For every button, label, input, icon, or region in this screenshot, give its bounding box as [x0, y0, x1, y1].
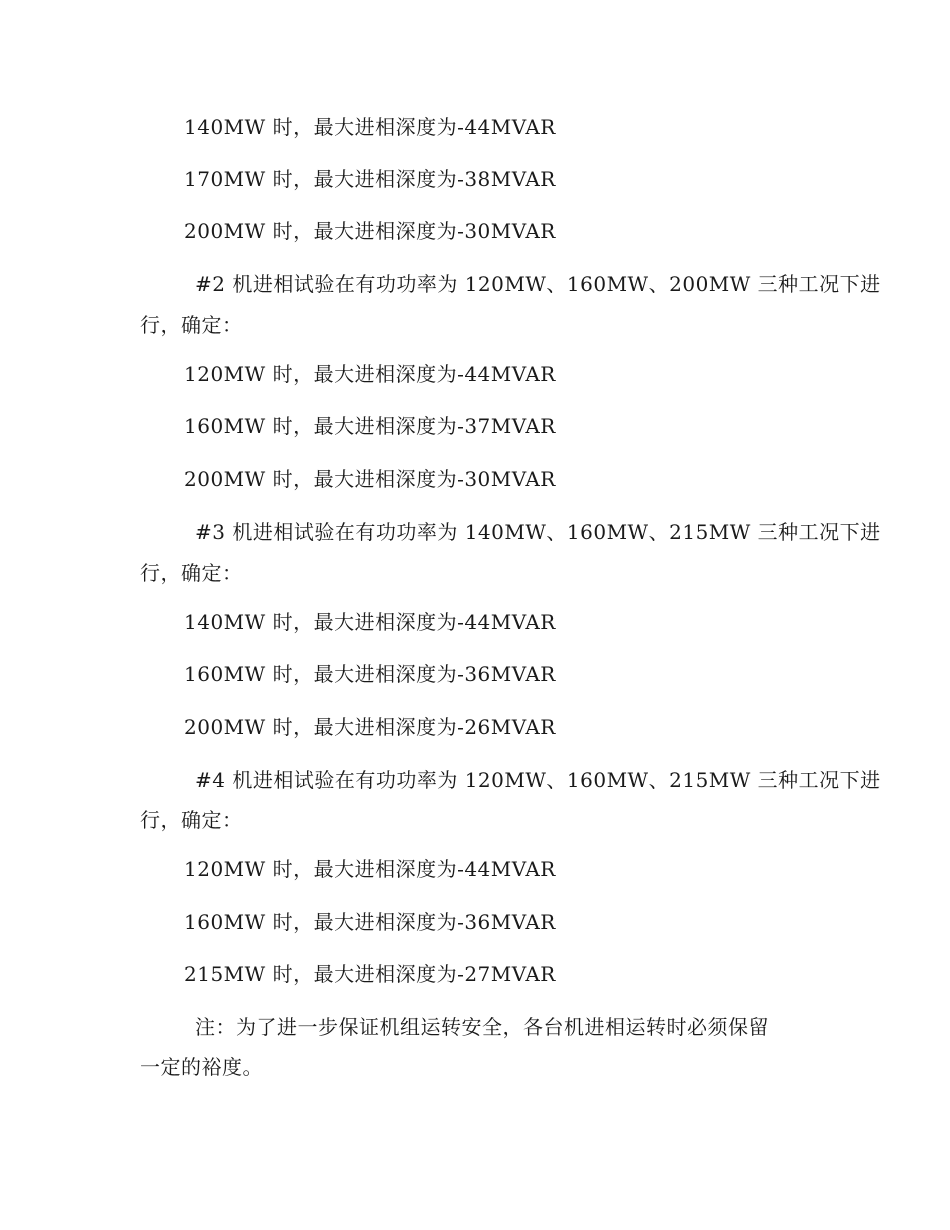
result-line: 160MW 时，最大进相深度为-36MVAR — [184, 910, 556, 934]
result-line: 200MW 时，最大进相深度为-30MVAR — [184, 219, 556, 243]
result-line: 200MW 时，最大进相深度为-26MVAR — [184, 715, 556, 739]
result-line: 215MW 时，最大进相深度为-27MVAR — [184, 962, 556, 986]
note-line1: 注：为了进一步保证机组运转安全，各台机进相运转时必须保留 — [195, 1015, 769, 1039]
result-line: 140MW 时，最大进相深度为-44MVAR — [184, 115, 556, 139]
result-line: 170MW 时，最大进相深度为-38MVAR — [184, 167, 556, 191]
result-line: 160MW 时，最大进相深度为-37MVAR — [184, 414, 556, 438]
unit4-intro-line2: 行，确定： — [140, 808, 243, 832]
unit3-intro-line1: #3 机进相试验在有功功率为 140MW、160MW、215MW 三种工况下进 — [195, 520, 881, 544]
note-line2: 一定的裕度。 — [140, 1055, 263, 1079]
result-line: 120MW 时，最大进相深度为-44MVAR — [184, 857, 556, 881]
unit2-intro-line1: #2 机进相试验在有功功率为 120MW、160MW、200MW 三种工况下进 — [195, 272, 881, 296]
result-line: 200MW 时，最大进相深度为-30MVAR — [184, 467, 556, 491]
unit4-intro-line1: #4 机进相试验在有功功率为 120MW、160MW、215MW 三种工况下进 — [195, 768, 881, 792]
result-line: 140MW 时，最大进相深度为-44MVAR — [184, 610, 556, 634]
result-line: 160MW 时，最大进相深度为-36MVAR — [184, 662, 556, 686]
unit2-intro-line2: 行，确定： — [140, 313, 243, 337]
unit3-intro-line2: 行，确定： — [140, 561, 243, 585]
result-line: 120MW 时，最大进相深度为-44MVAR — [184, 362, 556, 386]
